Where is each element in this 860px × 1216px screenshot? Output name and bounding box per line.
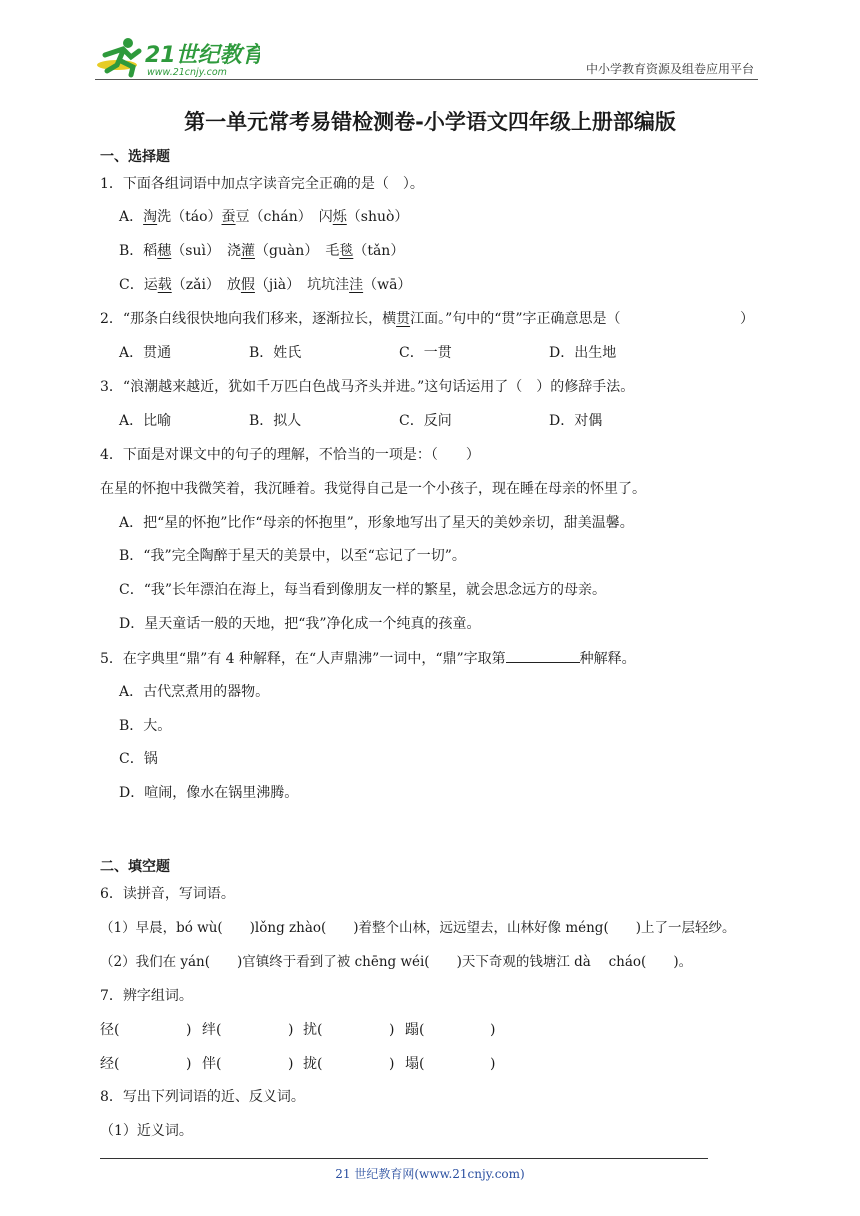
q7-row2-cell-2-close: ) [288,1056,294,1072]
question-2-option-b: B．姓氏 [249,345,302,361]
option-text: （zǎi） 放 [171,277,241,293]
logo-url-text: www.21cnjy.com [147,67,227,78]
dotted-char: 假 [240,277,255,293]
question-6-line-1: （1）早晨，bó wù( )lǒng zhào( )着整个山林，远远望去，山林好像 méng( )上了一层轻纱。 [100,920,736,936]
option-text: 豆（chán） 闪 [235,209,333,225]
option-text: （jià） 坑坑洼 [254,277,350,293]
question-1-option-c [119,275,411,295]
question-1-option-b [119,241,404,261]
question-5-stem [100,648,636,669]
option-text: B．稻 [119,243,158,259]
option-text: （tǎn） [353,243,405,259]
option-text: （wā） [363,277,412,293]
q7-row2-cell-4-close: ) [490,1056,496,1072]
section-heading-fill: 二、填空题 [100,859,170,875]
question-2-stem [100,309,621,329]
q7-row1-cell-1-open: 径( [100,1022,120,1038]
question-8-stem: 8．写出下列词语的近、反义词。 [100,1089,305,1105]
stem-text: 江面。”句中的“贯”字正确意思是（ [410,311,621,327]
dotted-char: 淘 [143,209,158,225]
question-1-stem: 1．下面各组词语中加点字读音完全正确的是（ ）。 [100,176,424,192]
question-4-option-c: C．“我”长年漂泊在海上，每当看到像朋友一样的繁星，就会思念远方的母亲。 [119,582,607,598]
option-text: （suì） 浇 [171,243,241,259]
q7-row2-cell-1-open: 经( [100,1056,120,1072]
site-logo [95,35,260,81]
q7-row2-cell-3-open: 拢( [303,1056,323,1072]
question-2-option-d: D．出生地 [549,345,617,361]
q7-row1-cell-4-open: 蹋( [405,1022,425,1038]
question-8-sub-1: （1）近义词。 [100,1123,193,1139]
answer-blank[interactable] [506,648,580,663]
question-3-option-d: D．对偶 [549,413,603,429]
question-5-option-d: D．喧闹，像水在锅里沸腾。 [119,785,299,801]
question-4-passage: 在星的怀抱中我微笑着，我沉睡着。我觉得自己是一个小孩子，现在睡在母亲的怀里了。 [100,481,646,497]
question-5-option-b: B．大。 [119,718,172,734]
dotted-char: 烁 [332,209,347,225]
option-text: （guàn） 毛 [254,243,340,259]
logo-brand-text: 21世纪教育 [145,43,260,68]
question-4-stem: 4．下面是对课文中的句子的理解，不恰当的一项是：（ ） [100,447,480,463]
q7-row1-cell-2-close: ) [288,1022,294,1038]
q7-row2-cell-3-close: ) [389,1056,395,1072]
question-6-stem: 6．读拼音，写词语。 [100,886,235,902]
dotted-char: 穗 [157,243,172,259]
stem-text: 5．在字典里“鼎”有 4 种解释，在“人声鼎沸”一词中，“鼎”字取第 [100,651,506,667]
stem-text: 2．“那条白线很快地向我们移来，逐渐拉长，横 [100,311,397,327]
question-5-option-c: C．锅 [119,751,158,767]
question-7-stem: 7．辨字组词。 [100,988,193,1004]
platform-label: 中小学教育资源及组卷应用平台 [585,62,754,76]
page-title: 第一单元常考易错检测卷-小学语文四年级上册部编版 [184,110,676,134]
q7-row1-cell-2-open: 绊( [202,1022,222,1038]
section-heading-choice: 一、选择题 [100,149,170,165]
footer-link[interactable]: 21 世纪教育网(www.21cnjy.com) [335,1167,525,1181]
header-divider [95,79,758,80]
question-5-option-a: A．古代烹煮用的器物。 [119,684,270,700]
q7-row1-cell-4-close: ) [490,1022,496,1038]
q7-row1-cell-3-close: ) [389,1022,395,1038]
dotted-char: 洼 [349,277,364,293]
option-text: C．运 [119,277,158,293]
option-text: A． [119,209,144,225]
question-3-option-c: C．反问 [399,413,452,429]
question-3-option-a: A．比喻 [119,413,172,429]
dotted-char: 灌 [240,243,255,259]
question-2-option-a: A．贯通 [119,345,172,361]
footer-divider [100,1158,708,1159]
dotted-char: 载 [157,277,172,293]
dotted-char: 毯 [339,243,354,259]
question-4-option-a: A．把“星的怀抱”比作“母亲的怀抱里”，形象地写出了星天的美妙亲切，甜美温馨。 [119,515,634,531]
q7-row2-cell-1-close: ) [186,1056,192,1072]
question-3-stem: 3．“浪潮越来越近，犹如千万匹白色战马齐头并进。”这句话运用了（ ）的修辞手法。 [100,379,635,395]
question-2-paren-close: ） [740,311,754,327]
question-1-option-a [119,207,408,227]
question-6-line-2: （2）我们在 yán( )官镇终于看到了被 chēng wéi( )天下奇观的钱塘江 dà cháo( )。 [100,954,693,970]
question-4-option-b: B．“我”完全陶醉于星天的美景中，以至“忘记了一切”。 [119,548,466,564]
question-3-option-b: B．拟人 [249,413,302,429]
stem-text: 种解释。 [579,651,636,667]
dotted-char: 贯 [396,311,411,327]
q7-row1-cell-3-open: 扰( [303,1022,323,1038]
q7-row1-cell-1-close: ) [186,1022,192,1038]
option-text: （shuò） [346,209,409,225]
q7-row2-cell-2-open: 伴( [202,1056,222,1072]
question-4-option-d: D．星天童话一般的天地，把“我”净化成一个纯真的孩童。 [119,616,481,632]
question-2-option-c: C．一贯 [399,345,452,361]
runner-logo-icon [95,35,260,81]
option-text: 洗（táo） [157,209,222,225]
dotted-char: 蚕 [221,209,236,225]
q7-row2-cell-4-open: 塌( [405,1056,425,1072]
